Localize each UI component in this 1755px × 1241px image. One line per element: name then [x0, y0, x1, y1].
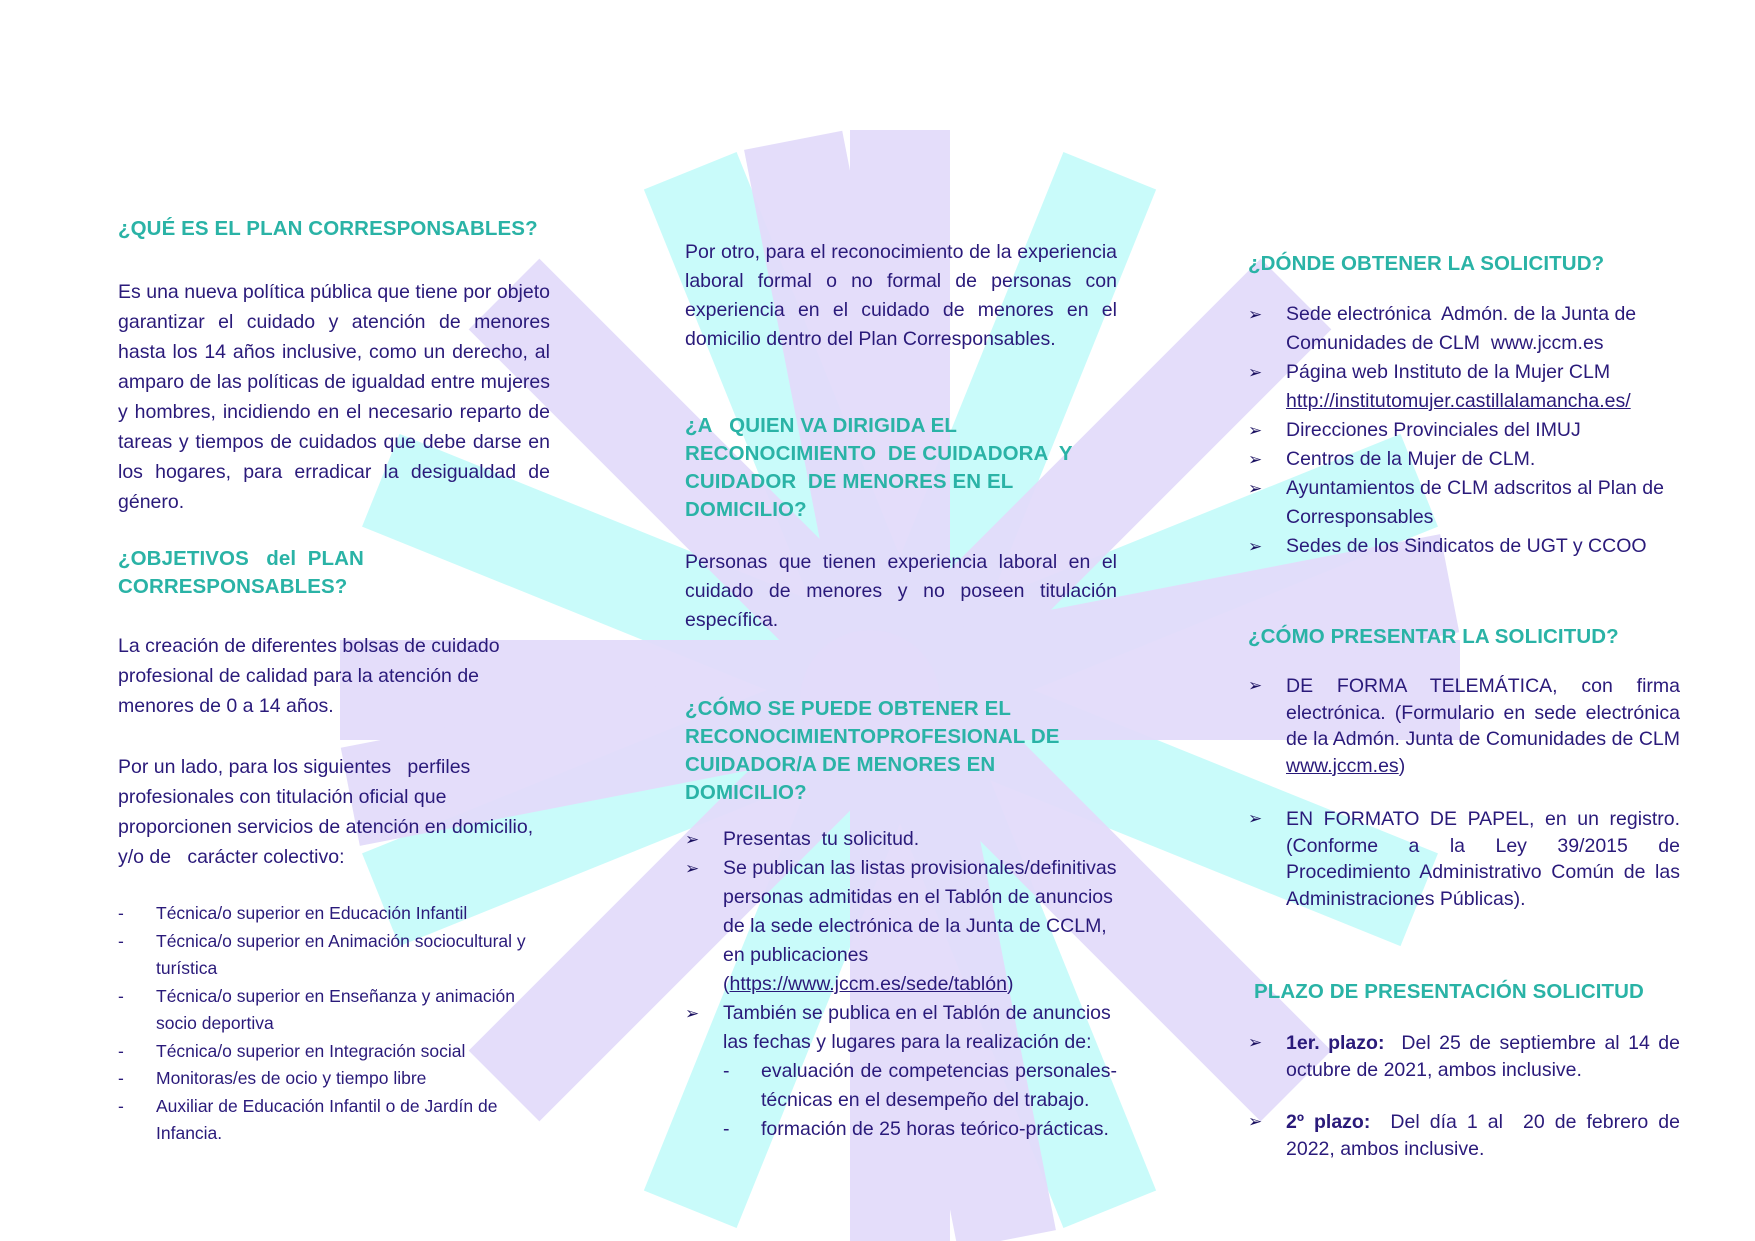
list-item: ➢ Se publican las listas provisionales/definitivas personas admitidas en el Tablón de anuncios de la sede electrónica de la Junta de CCLM, en publicaciones (https://www.jccm.es/sede/tablón) — [685, 854, 1117, 999]
steps-list — [685, 825, 1117, 1144]
list-item: - Técnica/o superior en Animación sociocultural y turística — [118, 928, 550, 983]
heading-como-obtener-line3: CUIDADOR/A DE MENORES EN DOMICILIO? — [685, 753, 996, 804]
list-item: ➢ Sedes de los Sindicatos de UGT y CCOO — [1248, 532, 1680, 561]
heading-plazo: PLAZO DE PRESENTACIÓN SOLICITUD — [1254, 980, 1644, 1003]
heading-como-obtener-line2: RECONOCIMIENTOPROFESIONAL DE — [685, 725, 1060, 748]
sub-list — [723, 1057, 1117, 1144]
arrowhead-bullet-icon: ➢ — [1248, 421, 1263, 440]
list-item: - Monitoras/es de ocio y tiempo libre — [118, 1065, 550, 1093]
heading-a-quien-line3: CUIDADOR DE MENORES EN EL — [685, 470, 1014, 493]
list-item: ➢ Direcciones Provinciales del IMUJ — [1248, 416, 1680, 445]
list-item: ➢ DE FORMA TELEMÁTICA, con firma electrónica. (Formulario en sede electrónica de la Admón. Junta de Comunidades de CLM www.jccm.es) — [1248, 675, 1680, 777]
heading-a-quien-line1: ¿A QUIEN VA DIRIGIDA EL — [685, 414, 958, 437]
list-item: - Auxiliar de Educación Infantil o de Jardín de Infancia. — [118, 1093, 550, 1148]
list-item: ➢ 1er. plazo: Del 25 de septiembre al 14 de octubre de 2021, ambos inclusive. — [1248, 1032, 1686, 1081]
tablon-link[interactable]: https://www.jccm.es/sede/tablón — [729, 973, 1007, 995]
column-middle — [685, 238, 1117, 1144]
deadline-list — [1248, 1030, 1686, 1162]
paragraph-personas: Personas que tienen experiencia laboral en el cuidado de menores y no poseen titulación específica. — [685, 551, 1117, 631]
arrowhead-bullet-icon: ➢ — [685, 859, 700, 878]
heading-objetivos-line2: CORRESPONSABLES? — [118, 575, 348, 598]
paragraph-que-es: Es una nueva política pública que tiene por objeto garantizar el cuidado y atención de menores hasta los 14 años inclusive, como un derecho, al amparo de las políticas de igualdad entre mujeres y hombres, incidiendo en el necesario reparto de tareas y tiempos de cuidados que debe darse en los hogares, para erradicar la desigualdad de género. — [118, 281, 550, 513]
list-item: ➢ Sede electrónica Admón. de la Junta de Comunidades de CLM www.jccm.es — [1248, 300, 1680, 358]
heading-donde-obtener: ¿DÓNDE OBTENER LA SOLICITUD? — [1248, 252, 1605, 275]
heading-como-obtener-line1: ¿CÓMO SE PUEDE OBTENER EL — [685, 697, 1011, 720]
heading-a-quien-line2: RECONOCIMIENTO DE CUIDADORA Y — [685, 442, 1073, 465]
list-item: - Técnica/o superior en Integración social — [118, 1038, 550, 1066]
how-list — [1248, 673, 1680, 912]
list-item: ➢ 2º plazo: Del día 1 al 20 de febrero de 2022, ambos inclusive. — [1248, 1111, 1686, 1160]
arrowhead-bullet-icon: ➢ — [1248, 1112, 1263, 1131]
jccm-link-2[interactable]: www.jccm.es — [1286, 754, 1399, 777]
list-item: ➢ EN FORMATO DE PAPEL, en un registro. (Conforme a la Ley 39/2015 de Procedimiento Administrativo Común de las Administraciones Públicas). — [1248, 808, 1680, 910]
heading-a-quien-line4: DOMICILIO? — [685, 498, 807, 521]
arrowhead-bullet-icon: ➢ — [1248, 450, 1263, 469]
list-item: ➢ Ayuntamientos de CLM adscritos al Plan de Corresponsables — [1248, 474, 1680, 532]
arrowhead-bullet-icon: ➢ — [685, 830, 700, 849]
list-item: ➢ Página web Instituto de la Mujer CLM http://institutomujer.castillalamancha.es/ — [1248, 358, 1680, 416]
paragraph-objetivos: La creación de diferentes bolsas de cuidado profesional de calidad para la atención de menores de 0 a 14 años. — [118, 635, 500, 717]
heading-objetivos-line1: ¿OBJETIVOS del PLAN — [118, 547, 364, 570]
list-item: - Técnica/o superior en Educación Infantil — [118, 900, 550, 928]
plazo-1-label: 1er. plazo: — [1286, 1032, 1385, 1054]
arrowhead-bullet-icon: ➢ — [1248, 363, 1263, 382]
paragraph-por-otro: Por otro, para el reconocimiento de la experiencia laboral formal o no formal de personas con experiencia en el cuidado de menores en el domicilio dentro del Plan Corresponsables. — [685, 241, 1117, 350]
arrowhead-bullet-icon: ➢ — [685, 1004, 700, 1023]
list-item: - formación de 25 horas teórico-prácticas. — [723, 1115, 1117, 1144]
arrowhead-bullet-icon: ➢ — [1248, 1033, 1263, 1052]
arrowhead-bullet-icon: ➢ — [1248, 479, 1263, 498]
arrowhead-bullet-icon: ➢ — [1248, 809, 1263, 828]
plazo-2-label: 2º plazo: — [1286, 1111, 1371, 1133]
instituto-mujer-link[interactable]: http://institutomujer.castillalamancha.es/ — [1286, 390, 1631, 412]
column-right — [1248, 250, 1686, 1162]
where-list — [1248, 300, 1680, 561]
list-item: - evaluación de competencias personales-técnicas en el desempeño del trabajo. — [723, 1057, 1117, 1115]
arrowhead-bullet-icon: ➢ — [1248, 305, 1263, 324]
list-item: - Técnica/o superior en Enseñanza y animación socio deportiva — [118, 983, 550, 1038]
arrowhead-bullet-icon: ➢ — [1248, 537, 1263, 556]
arrowhead-bullet-icon: ➢ — [1248, 676, 1263, 695]
jccm-link[interactable]: www.jccm.es — [1490, 332, 1604, 354]
list-item: ➢ Centros de la Mujer de CLM. — [1248, 445, 1680, 474]
heading-como-presentar: ¿CÓMO PRESENTAR LA SOLICITUD? — [1248, 625, 1619, 648]
column-left — [118, 215, 550, 1148]
list-item: ➢ También se publica en el Tablón de anuncios las fechas y lugares para la realización de: - evaluación de competencias personales-técnicas en el desempeño del trabajo. - formación de 25 horas teórico-prácticas. — [685, 999, 1117, 1144]
heading-que-es: ¿QUÉ ES EL PLAN CORRESPONSABLES? — [118, 217, 538, 240]
list-item: ➢ Presentas tu solicitud. — [685, 825, 1117, 854]
profiles-list — [118, 900, 550, 1148]
paragraph-por-un-lado: Por un lado, para los siguientes perfiles profesionales con titulación oficial que proporcionen servicios de atención en domicilio, y/o de carácter colectivo: — [118, 756, 539, 868]
